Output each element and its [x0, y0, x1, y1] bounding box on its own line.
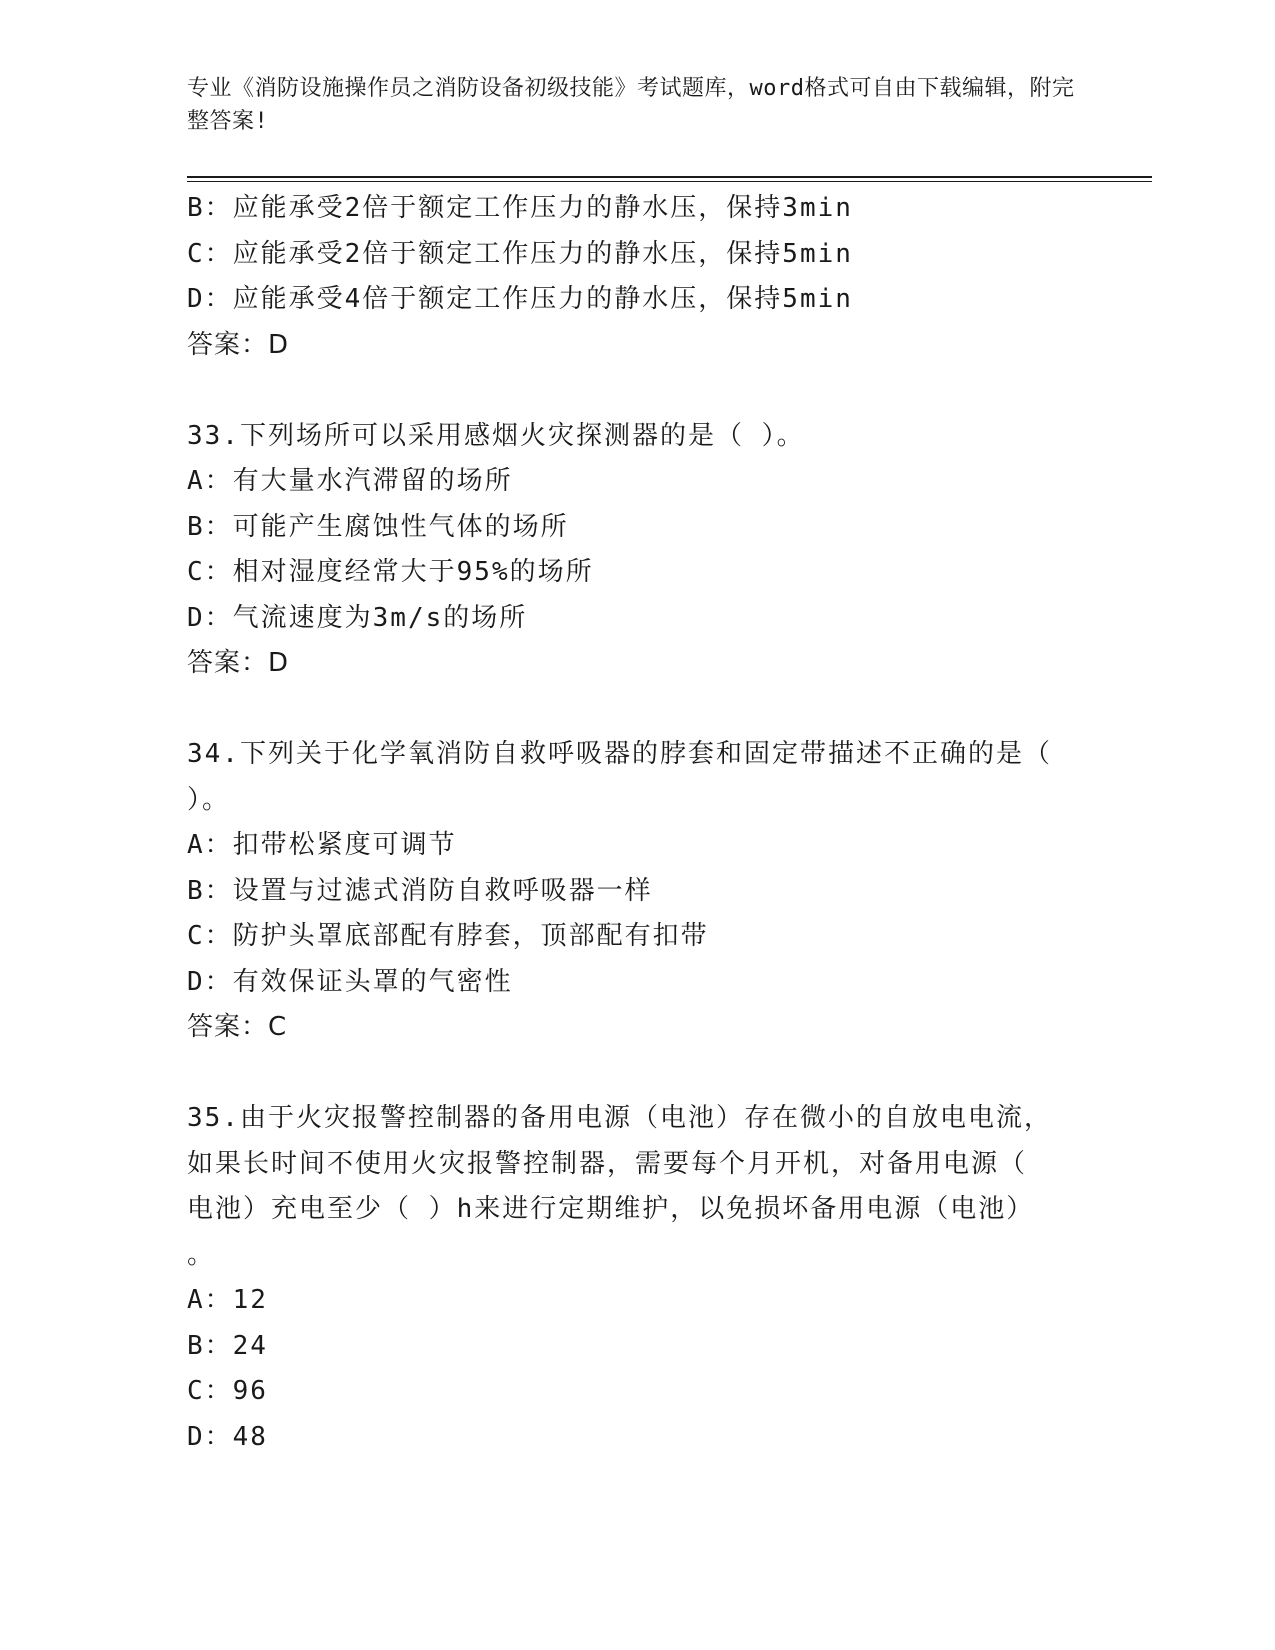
option-d: D：有效保证头罩的气密性: [187, 966, 513, 997]
spacer: [187, 687, 1087, 733]
answer-line: 答案：D: [187, 329, 290, 360]
question-stem-line: 。: [187, 1239, 216, 1270]
spacer: [187, 1051, 1087, 1097]
question-stem-line: 如果长时间不使用火灾报警控制器，需要每个月开机，对备用电源（: [187, 1148, 1028, 1179]
header-divider-thick: [187, 176, 1152, 178]
option-d: D：48: [187, 1421, 268, 1452]
header-divider-thin: [187, 181, 1152, 182]
question-stem-line: 电池）充电至少（ ）h来进行定期维护，以免损坏备用电源（电池）: [187, 1194, 1035, 1224]
question-stem-line: 35.由于火灾报警控制器的备用电源（电池）存在微小的自放电电流，: [187, 1103, 1052, 1133]
option-b: B：24: [187, 1330, 268, 1361]
answer-line: 答案：D: [187, 648, 290, 678]
option-d: D：应能承受4倍于额定工作压力的静水压，保持5min: [187, 284, 853, 314]
option-b: B：设置与过滤式消防自救呼吸器一样: [187, 875, 653, 906]
option-a: A：扣带松紧度可调节: [187, 830, 457, 860]
option-c: C：应能承受2倍于额定工作压力的静水压，保持5min: [187, 238, 853, 269]
answer-line: 答案：C: [187, 1012, 288, 1042]
question-33: [187, 414, 1087, 687]
option-b: B：应能承受2倍于额定工作压力的静水压，保持3min: [187, 193, 853, 223]
question-32: [187, 186, 1087, 368]
option-a: A：有大量水汽滞留的场所: [187, 466, 513, 496]
option-c: C：96: [187, 1376, 268, 1406]
document-header: 专业《消防设施操作员之消防设备初级技能》考试题库，word格式可自由下载编辑，附完整答案!: [187, 76, 1075, 134]
question-list: [187, 186, 1087, 1460]
option-c: C：相对湿度经常大于95%的场所: [187, 557, 594, 587]
option-b: B：可能产生腐蚀性气体的场所: [187, 511, 569, 542]
question-stem-line: ）。: [187, 784, 231, 815]
question-35: [187, 1096, 1087, 1460]
option-d: D：气流速度为3m/s的场所: [187, 602, 528, 633]
option-c: C：防护头罩底部配有脖套，顶部配有扣带: [187, 921, 709, 951]
question-stem-line: 34.下列关于化学氧消防自救呼吸器的脖套和固定带描述不正确的是（: [187, 739, 1052, 769]
spacer: [187, 368, 1087, 414]
question-stem: 33.下列场所可以采用感烟火灾探测器的是（ ）。: [187, 420, 805, 451]
question-34: [187, 732, 1087, 1051]
option-a: A：12: [187, 1285, 268, 1315]
